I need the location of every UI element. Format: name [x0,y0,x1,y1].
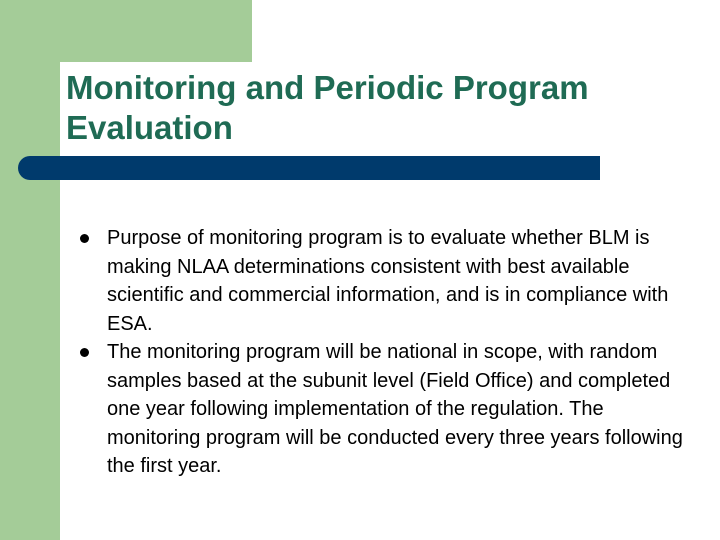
top-accent-band [0,0,252,62]
bullet-icon [80,234,89,243]
bullet-list [78,224,690,481]
list-item [78,224,690,338]
bullet-icon [80,348,89,357]
list-item [78,338,690,481]
slide-title: Monitoring and Periodic Program Evaluation [66,69,589,146]
bullet-text: Purpose of monitoring program is to evaluate whether BLM is making NLAA determinations consistent with best available scientific and commercial information, and is in compliance with ESA. [107,227,669,335]
title-underline-bar [18,156,600,180]
bullet-text: The monitoring program will be national in scope, with random samples based at the subunit level (Field Office) and completed one year following implementation of the regulation. The monitoring program will be conducted every three years following the first year. [107,341,683,477]
left-accent-band [0,0,60,540]
